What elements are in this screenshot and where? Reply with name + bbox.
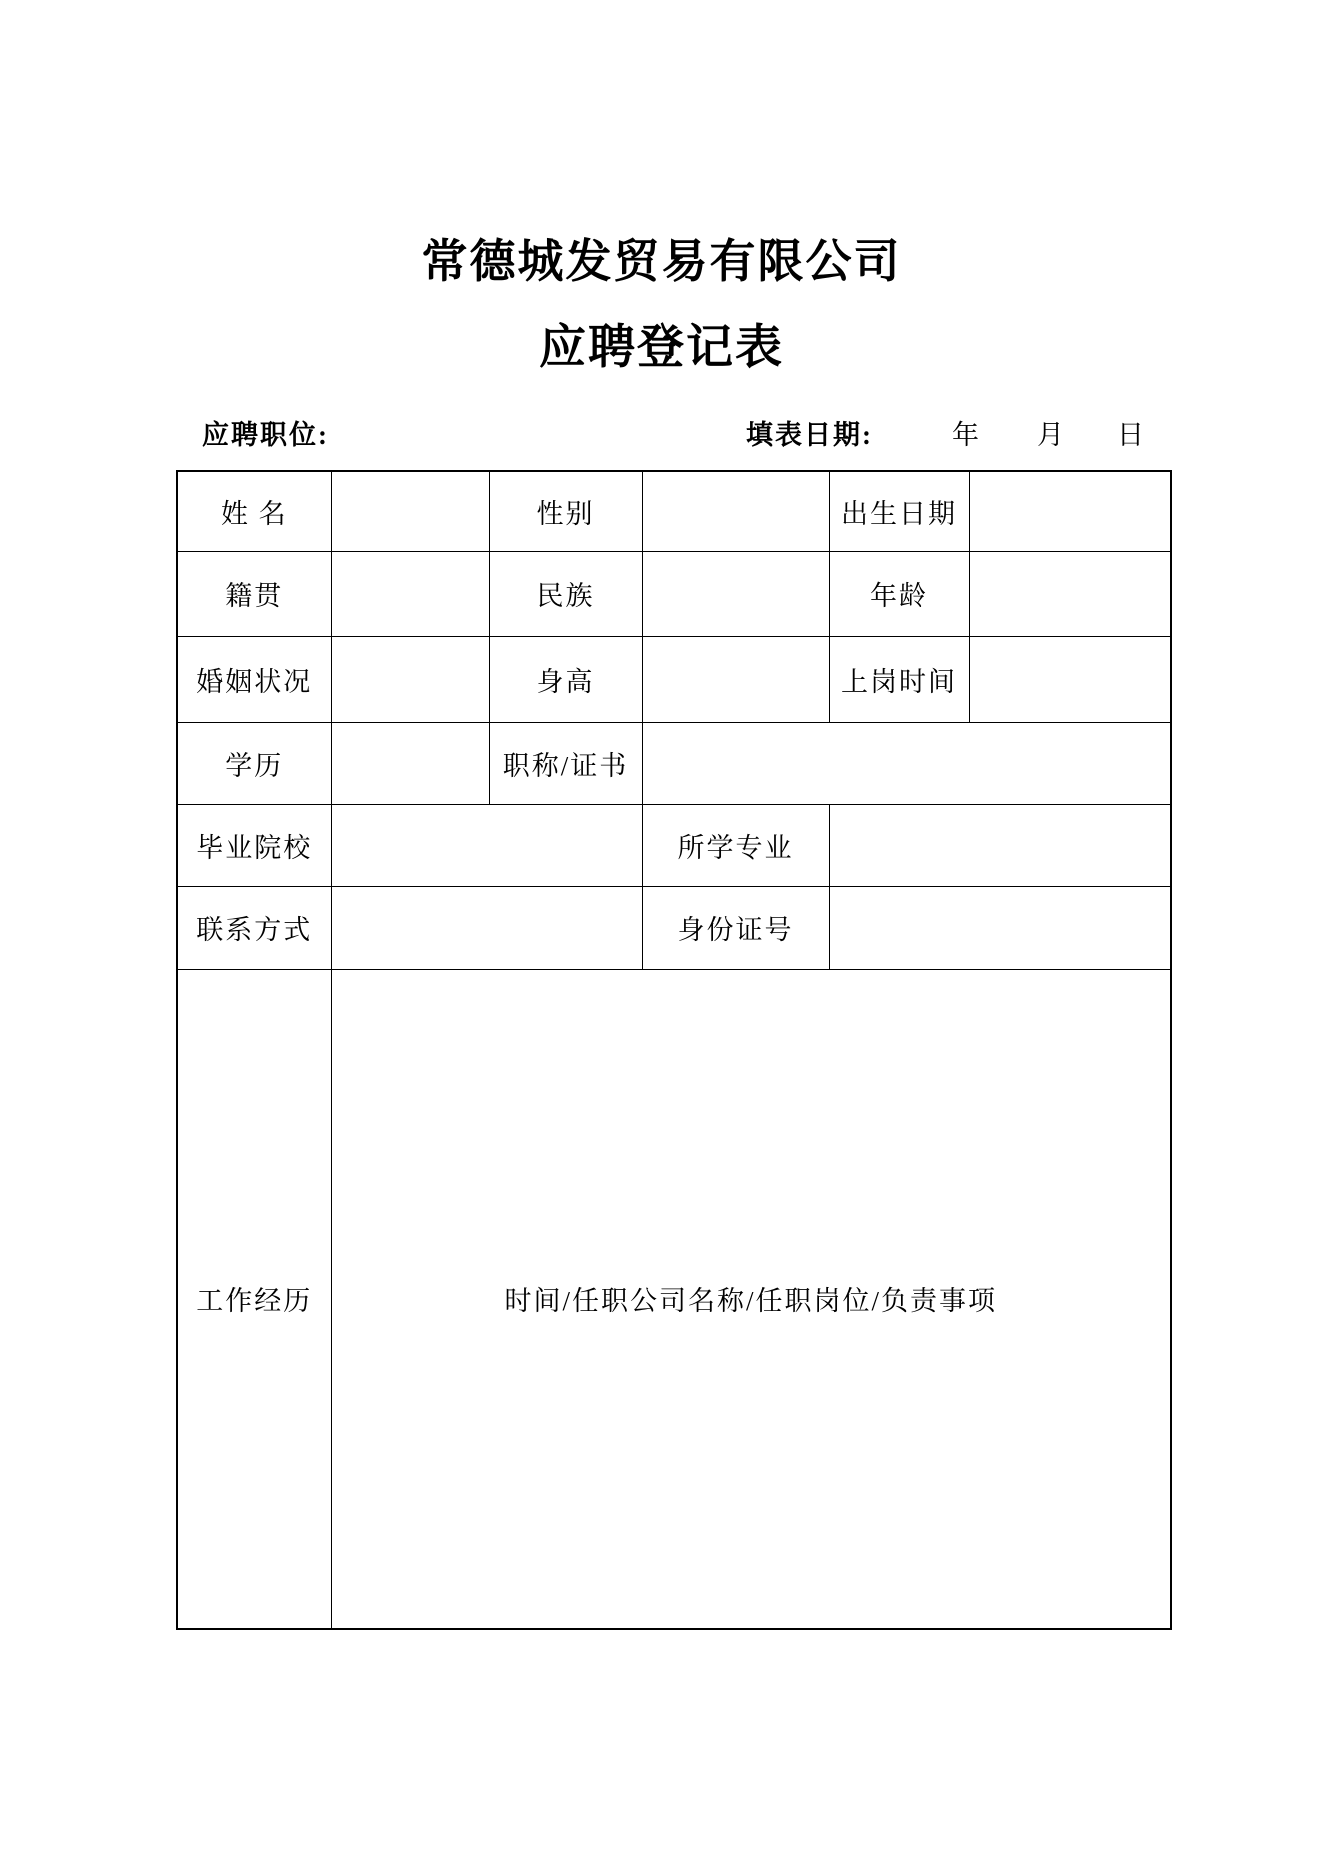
gender-label: 性别 <box>489 471 642 551</box>
year-label: 年 <box>952 420 979 450</box>
education-label: 学历 <box>177 722 331 804</box>
name-label: 姓 名 <box>177 471 331 551</box>
position-applied-label: 应聘职位: <box>202 420 329 450</box>
title-certificate-value-cell[interactable] <box>642 722 1171 804</box>
table-row <box>177 471 1171 551</box>
birth-date-value-cell[interactable] <box>969 471 1171 551</box>
start-time-label: 上岗时间 <box>829 636 969 722</box>
day-label: 日 <box>1117 420 1144 450</box>
work-experience-columns-header: 时间/任职公司名称/任职岗位/负责事项 <box>504 1286 997 1317</box>
work-experience-label: 工作经历 <box>177 969 331 1629</box>
table-row <box>177 636 1171 722</box>
birth-date-label: 出生日期 <box>829 471 969 551</box>
table-row <box>177 969 1171 1629</box>
school-label: 毕业院校 <box>177 804 331 886</box>
table-row <box>177 886 1171 969</box>
age-label: 年龄 <box>829 551 969 636</box>
marital-status-value-cell[interactable] <box>331 636 489 722</box>
school-value-cell[interactable] <box>331 804 642 886</box>
contact-label: 联系方式 <box>177 886 331 969</box>
work-experience-content-cell[interactable] <box>331 969 1171 1629</box>
marital-status-label: 婚姻状况 <box>177 636 331 722</box>
contact-value-cell[interactable] <box>331 886 642 969</box>
ethnicity-label: 民族 <box>489 551 642 636</box>
gender-value-cell[interactable] <box>642 471 829 551</box>
table-row <box>177 804 1171 886</box>
major-value-cell[interactable] <box>829 804 1171 886</box>
height-value-cell[interactable] <box>642 636 829 722</box>
meta-row <box>0 412 1323 458</box>
title-certificate-label: 职称/证书 <box>489 722 642 804</box>
native-place-label: 籍贯 <box>177 551 331 636</box>
major-label: 所学专业 <box>642 804 829 886</box>
id-number-value-cell[interactable] <box>829 886 1171 969</box>
fill-date-label: 填表日期: <box>746 420 873 450</box>
start-time-value-cell[interactable] <box>969 636 1171 722</box>
height-label: 身高 <box>489 636 642 722</box>
native-place-value-cell[interactable] <box>331 551 489 636</box>
age-value-cell[interactable] <box>969 551 1171 636</box>
application-form-table <box>176 470 1172 1630</box>
company-title: 常德城发贸易有限公司 <box>421 236 902 287</box>
ethnicity-value-cell[interactable] <box>642 551 829 636</box>
month-label: 月 <box>1037 420 1064 450</box>
education-value-cell[interactable] <box>331 722 489 804</box>
table-row <box>177 551 1171 636</box>
form-title: 应聘登记表 <box>539 322 784 374</box>
id-number-label: 身份证号 <box>642 886 829 969</box>
table-row <box>177 722 1171 804</box>
name-value-cell[interactable] <box>331 471 489 551</box>
